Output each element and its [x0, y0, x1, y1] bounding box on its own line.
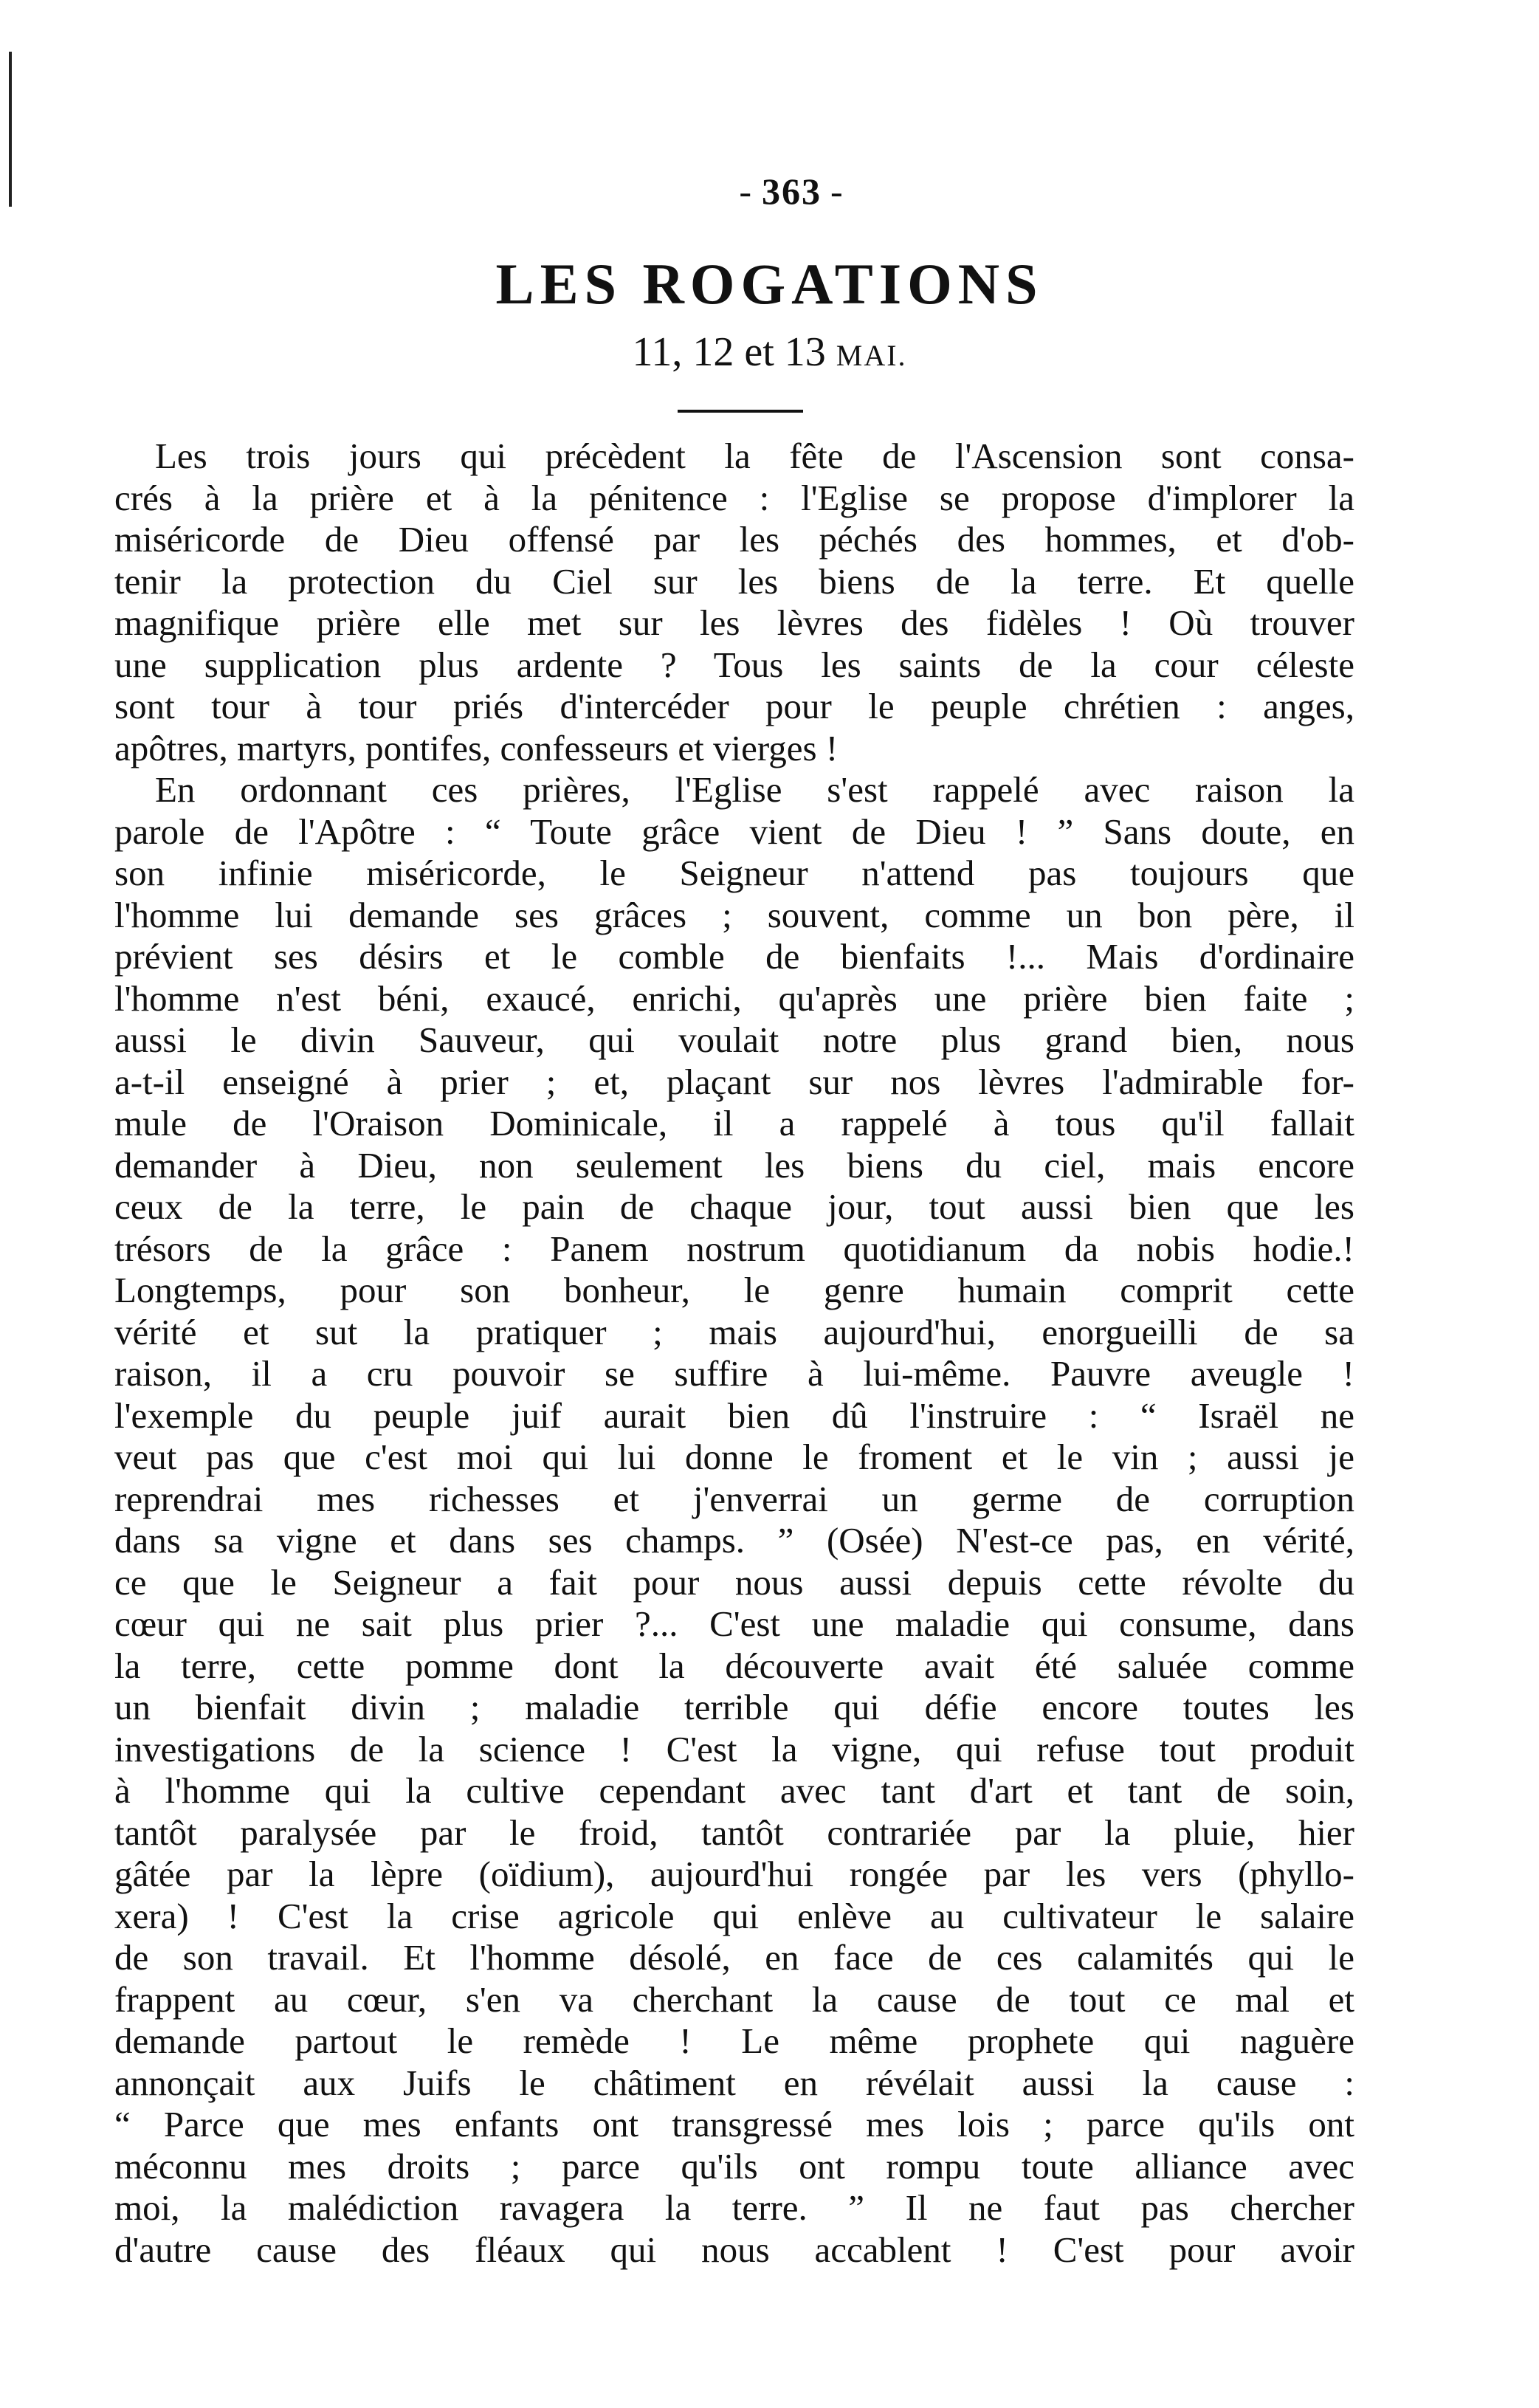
text-line: sont tour à tour priés d'intercéder pour le peuple chrétien : anges, [114, 686, 1354, 726]
text-line: tenir la protection du Ciel sur les biens de la terre. Et quelle [114, 560, 1354, 602]
text-line: raison, il a cru pouvoir se suffire à lui-même. Pauvre aveugle ! [114, 1353, 1354, 1394]
text-line: vérité et sut la pratiquer ; mais aujourd'hui, enorgueilli de sa [114, 1311, 1354, 1352]
text-line: magnifique prière elle met sur les lèvres des fidèles ! Où trouver [114, 602, 1354, 643]
body-text [114, 436, 1354, 2271]
text-line: l'homme n'est béni, exaucé, enrichi, qu'après une prière bien faite ; [114, 977, 1354, 1019]
text-line: trésors de la grâce : Panem nostrum quotidianum da nobis hodie.! [114, 1228, 1354, 1269]
title-rule [678, 410, 803, 413]
text-line: ceux de la terre, le pain de chaque jour, tout aussi bien que les [114, 1186, 1354, 1227]
text-line: ce que le Seigneur a fait pour nous aussi depuis cette révolte du [114, 1561, 1354, 1603]
date-month: MAI. [836, 339, 907, 372]
text-line: moi, la malédiction ravagera la terre. ” Il ne faut pas chercher [114, 2187, 1354, 2228]
text-line: méconnu mes droits ; parce qu'ils ont rompu toute alliance avec [114, 2145, 1354, 2187]
date-line [0, 328, 1539, 376]
text-line: Les trois jours qui précèdent la fête de l'Ascension sont consa- [155, 436, 1354, 476]
text-line: xera) ! C'est la crise agricole qui enlève au cultivateur le salaire [114, 1895, 1354, 1936]
text-line: “ Parce que mes enfants ont transgressé mes lois ; parce qu'ils ont [114, 2104, 1354, 2144]
text-line: cœur qui ne sait plus prier ?... C'est une maladie qui consume, dans [114, 1603, 1354, 1644]
text-line: En ordonnant ces prières, l'Eglise s'est rappelé avec raison la [155, 769, 1354, 810]
text-line: demander à Dieu, non seulement les biens du ciel, mais encore [114, 1144, 1354, 1186]
text-line: un bienfait divin ; maladie terrible qui défie encore toutes les [114, 1687, 1354, 1727]
text-line: de son travail. Et l'homme désolé, en face de ces calamités qui le [114, 1937, 1354, 1978]
text-line: la terre, cette pomme dont la découverte avait été saluée comme [114, 1645, 1354, 1686]
text-line: dans sa vigne et dans ses champs. ” (Osée) N'est-ce pas, en vérité, [114, 1520, 1354, 1561]
text-line: frappent au cœur, s'en va cherchant la cause de tout ce mal et [114, 1978, 1354, 2020]
text-line: d'autre cause des fléaux qui nous accablent ! C'est pour avoir [114, 2229, 1354, 2270]
text-line: l'exemple du peuple juif aurait bien dû l'instruire : “ Israël ne [114, 1394, 1354, 1436]
text-line: miséricorde de Dieu offensé par les péchés des hommes, et d'ob- [114, 519, 1354, 560]
text-line: parole de l'Apôtre : “ Toute grâce vient de Dieu ! ” Sans doute, en [114, 811, 1354, 852]
text-line: tantôt paralysée par le froid, tantôt contrariée par la pluie, hier [114, 1812, 1354, 1853]
text-line: veut pas que c'est moi qui lui donne le froment et le vin ; aussi je [114, 1437, 1354, 1477]
text-line: Longtemps, pour son bonheur, le genre humain comprit cette [114, 1270, 1354, 1310]
text-line: prévient ses désirs et le comble de bienfaits !... Mais d'ordinaire [114, 936, 1354, 977]
text-line: mule de l'Oraison Dominicale, il a rappelé à tous qu'il fallait [114, 1103, 1354, 1143]
text-line: à l'homme qui la cultive cependant avec tant d'art et tant de soin, [114, 1770, 1354, 1811]
text-line: reprendrai mes richesses et j'enverrai un germe de corruption [114, 1478, 1354, 1519]
page-header [0, 170, 1539, 213]
text-line: investigations de la science ! C'est la vigne, qui refuse tout produit [114, 1728, 1354, 1769]
text-line: crés à la prière et à la pénitence : l'Eglise se propose d'implorer la [114, 477, 1354, 518]
page-title: LES ROGATIONS [495, 252, 1044, 316]
text-line: une supplication plus ardente ? Tous les saints de la cour céleste [114, 644, 1354, 685]
page-number: - 363 - [739, 171, 844, 212]
date-days: 11, 12 et 13 [632, 329, 826, 375]
text-line: apôtres, martyrs, pontifes, confesseurs et vierges ! [114, 727, 839, 768]
text-line: l'homme lui demande ses grâces ; souvent, comme un bon père, il [114, 894, 1354, 935]
text-line: annonçait aux Juifs le châtiment en révélait aussi la cause : [114, 2062, 1354, 2103]
text-line: aussi le divin Sauveur, qui voulait notre plus grand bien, nous [114, 1019, 1354, 1060]
text-line: son infinie miséricorde, le Seigneur n'attend pas toujours que [114, 853, 1354, 893]
text-line: demande partout le remède ! Le même prophete qui naguère [114, 2020, 1354, 2061]
text-line: a-t-il enseigné à prier ; et, plaçant sur nos lèvres l'admirable for- [114, 1061, 1354, 1102]
text-line: gâtée par la lèpre (oïdium), aujourd'hui rongée par les vers (phyllo- [114, 1854, 1354, 1894]
